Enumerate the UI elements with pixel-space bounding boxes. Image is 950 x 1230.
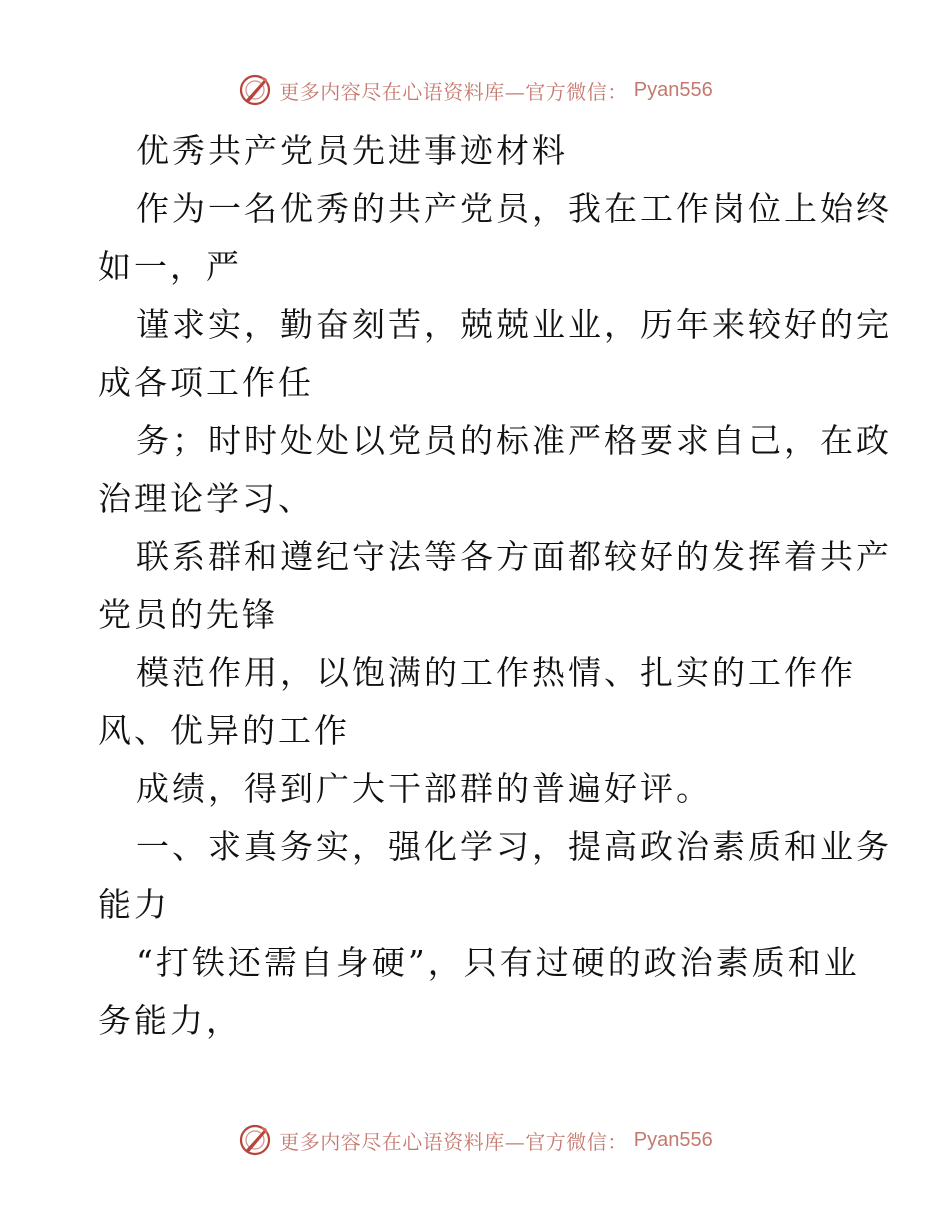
footer-watermark-id: Pyan556 xyxy=(633,1128,713,1151)
header-watermark xyxy=(0,68,950,112)
document-line: 党员的先锋 xyxy=(98,595,278,634)
header-watermark-id: Pyan556 xyxy=(633,78,713,101)
document-line: 成各项工作任 xyxy=(98,363,314,402)
document-line: 模范作用，以饱满的工作热情、扎实的工作作 xyxy=(136,653,856,692)
document-line: 优秀共产党员先进事迹材料 xyxy=(136,131,568,170)
document-line: “打铁还需自身硬”，只有过硬的政治素质和业 xyxy=(136,943,860,982)
document-line: 联系群和遵纪守法等各方面都较好的发挥着共产 xyxy=(136,537,892,576)
document-line: 成绩，得到广大干部群的普遍好评。 xyxy=(136,769,712,808)
document-body xyxy=(98,122,892,1050)
document-line: 能力 xyxy=(98,885,170,924)
header-watermark-text: 更多内容尽在心语资料库—官方微信： xyxy=(279,79,628,104)
footer-watermark-text: 更多内容尽在心语资料库—官方微信： xyxy=(279,1129,628,1154)
quill-logo-icon xyxy=(237,72,273,108)
footer-watermark xyxy=(0,1118,950,1162)
document-line: 务；时时处处以党员的标准严格要求自己，在政 xyxy=(136,421,892,460)
document-line: 一、求真务实，强化学习，提高政治素质和业务 xyxy=(136,827,892,866)
document-line: 风、优异的工作 xyxy=(98,711,350,750)
quill-logo-icon xyxy=(237,1122,273,1158)
document-line: 务能力， xyxy=(98,1001,242,1040)
document-line: 如一，严 xyxy=(98,247,242,286)
document-line: 谨求实，勤奋刻苦，兢兢业业，历年来较好的完 xyxy=(136,305,892,344)
document-line: 治理论学习、 xyxy=(98,479,314,518)
document-line: 作为一名优秀的共产党员，我在工作岗位上始终 xyxy=(136,189,892,228)
